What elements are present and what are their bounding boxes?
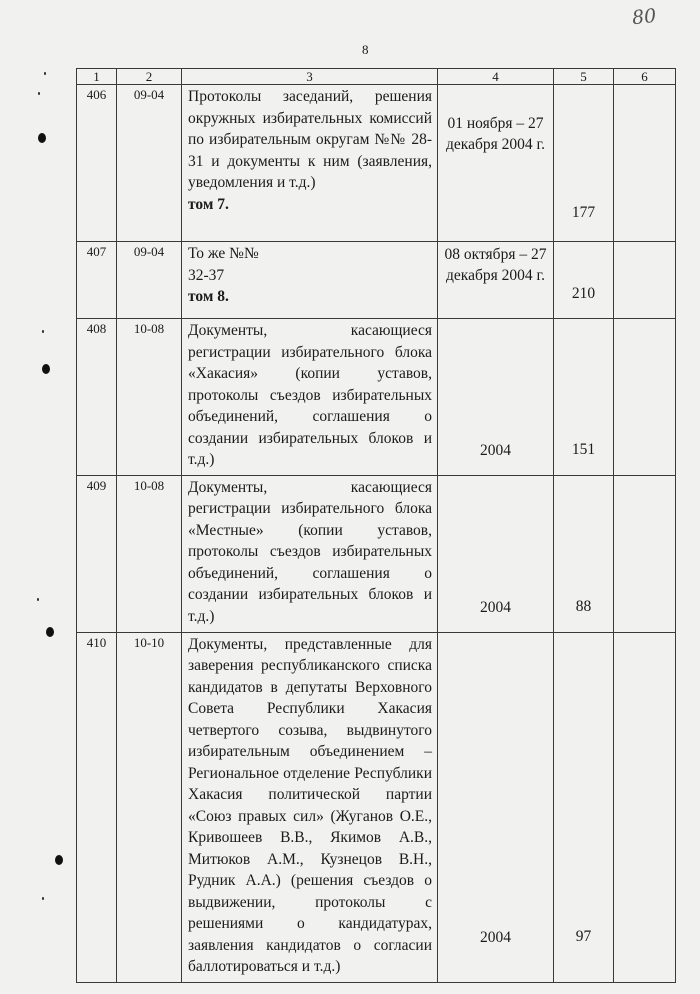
scan-speck bbox=[37, 598, 39, 601]
row-sheets: 210 bbox=[554, 242, 614, 319]
row-dates: 01 ноября – 27 декабря 2004 г. bbox=[438, 85, 554, 242]
table-row bbox=[77, 475, 676, 632]
row-number: 406 bbox=[77, 85, 117, 242]
row-sheets: 97 bbox=[554, 632, 614, 982]
row-sheets: 177 bbox=[554, 85, 614, 242]
row-index: 09-04 bbox=[117, 242, 182, 319]
row-title-cell bbox=[182, 475, 438, 632]
row-dates: 08 октября – 27 декабря 2004 г. bbox=[438, 242, 554, 319]
binder-hole-mark bbox=[55, 855, 63, 865]
row-number: 408 bbox=[77, 319, 117, 476]
row-sheets: 88 bbox=[554, 475, 614, 632]
table-row bbox=[77, 85, 676, 242]
row-number: 409 bbox=[77, 475, 117, 632]
row-title: Протоколы заседаний, решения окружных избирательных комиссий по избирательным округам №№ 28-31 и документы к ним (заявления, уведомления и т.д.) bbox=[188, 88, 432, 191]
row-note bbox=[614, 319, 676, 476]
row-note bbox=[614, 475, 676, 632]
row-title-cell bbox=[182, 85, 438, 242]
scan-speck bbox=[42, 330, 44, 333]
column-header: 3 bbox=[182, 69, 438, 85]
row-dates: 2004 bbox=[438, 475, 554, 632]
column-header: 5 bbox=[554, 69, 614, 85]
row-index: 10-08 bbox=[117, 475, 182, 632]
page-number: 8 bbox=[362, 42, 369, 57]
row-number: 410 bbox=[77, 632, 117, 982]
scan-speck bbox=[38, 92, 40, 95]
table-row bbox=[77, 319, 676, 476]
row-title: Документы, касающиеся регистрации избирательного блока «Местные» (копии уставов, протоколы съездов избирательных объединений, соглашения о создании избирательных блоков и т.д.) bbox=[188, 478, 432, 625]
row-title: Документы, представленные для заверения республиканского списка кандидатов в депутаты Верховного Совета Республики Хакасия четвертого созыва, выдвинутого избирательным объединением – Региональное отделение Республики Хакасия политической партии «Союз правых сил» (Жуганов О.Е., Кривошеев В.В., Якимов А.В., Митюков А.М., Кузнецов В.Н., Рудник А.А.) (решения съездов о выдвижении, протоколы с решениями о кандидатурах, заявления кандидатов о согласии баллотироваться и т.д.) bbox=[188, 635, 432, 975]
row-index: 10-10 bbox=[117, 632, 182, 982]
column-header: 1 bbox=[77, 69, 117, 85]
column-header: 2 bbox=[117, 69, 182, 85]
row-index: 09-04 bbox=[117, 85, 182, 242]
table-row bbox=[77, 242, 676, 319]
row-title: Документы, касающиеся регистрации избирательного блока «Хакасия» (копии уставов, протоколы съездов избирательных объединений, соглашения о создании избирательных блоков и т.д.) bbox=[188, 322, 432, 468]
scan-speck bbox=[44, 72, 46, 75]
row-dates: 2004 bbox=[438, 632, 554, 982]
register-table bbox=[76, 68, 676, 983]
row-note bbox=[614, 632, 676, 982]
row-volume: том 7. bbox=[188, 195, 229, 213]
binder-hole-mark bbox=[38, 133, 46, 143]
row-note bbox=[614, 85, 676, 242]
row-index: 10-08 bbox=[117, 319, 182, 476]
row-title-cell bbox=[182, 242, 438, 319]
row-number: 407 bbox=[77, 242, 117, 319]
row-dates: 2004 bbox=[438, 319, 554, 476]
scan-speck bbox=[42, 897, 44, 900]
table-row bbox=[77, 632, 676, 982]
binder-hole-mark bbox=[46, 627, 54, 637]
column-header: 6 bbox=[614, 69, 676, 85]
binder-hole-mark bbox=[42, 364, 50, 374]
row-volume: том 8. bbox=[188, 288, 229, 305]
row-title: То же №№ 32-37 bbox=[188, 245, 259, 284]
handwritten-sheet-number: 80 bbox=[630, 4, 658, 30]
row-sheets: 151 bbox=[554, 319, 614, 476]
table-header-row bbox=[77, 69, 676, 85]
row-note bbox=[614, 242, 676, 319]
column-header: 4 bbox=[438, 69, 554, 85]
row-title-cell bbox=[182, 632, 438, 982]
row-title-cell bbox=[182, 319, 438, 476]
